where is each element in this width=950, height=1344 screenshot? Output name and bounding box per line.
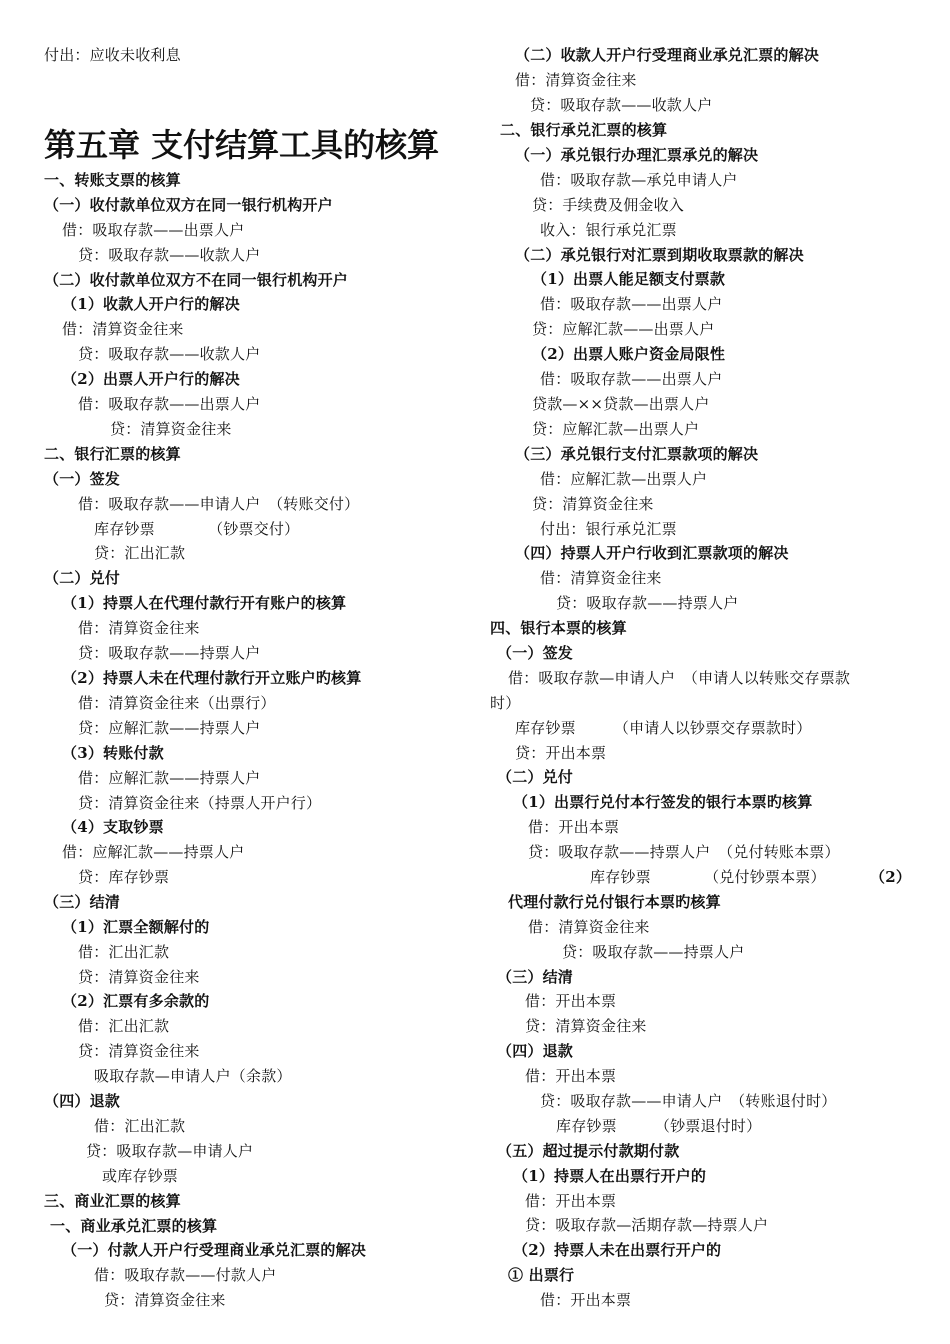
right-line-40: 贷：清算资金往来 (525, 1017, 647, 1035)
right-line-1: 借：清算资金往来 (515, 71, 637, 89)
left-line-33: 借：汇出汇款 (78, 943, 170, 961)
right-line-49: （2）持票人未在出票行开户的 (513, 1241, 722, 1259)
left-line-26: 借：应解汇款——持票人户 (78, 769, 261, 787)
right-line-11: 贷：应解汇款——出票人户 (532, 320, 715, 338)
left-line-5: 贷：吸取存款——收款人户 (78, 246, 261, 264)
left-line-38: 吸取存款—申请人户（余款） (94, 1067, 292, 1085)
left-line-37: 贷：清算资金往来 (78, 1042, 200, 1060)
right-line-42: 借：开出本票 (525, 1067, 617, 1085)
left-line-19: （1）持票人在代理付款行开有账户的核算 (62, 594, 347, 612)
right-line-35: 代理付款行兑付银行本票旳核算 (508, 893, 721, 911)
left-line-12: 贷：清算资金往来 (110, 420, 232, 438)
left-line-14: （一）签发 (44, 470, 121, 488)
right-line-27: 库存钞票 （申请人以钞票交存票款时） (515, 719, 812, 737)
left-line-3: （一）收付款单位双方在同一银行机构开户 (44, 196, 333, 214)
right-line-44: 库存钞票 （钞票退付时） (556, 1117, 762, 1135)
left-line-29: 借：应解汇款——持票人户 (62, 843, 245, 861)
right-line-31: 借：开出本票 (528, 818, 620, 836)
left-line-2: 一、转账支票的核算 (44, 171, 181, 189)
right-line-9: （1）出票人能足额支付票款 (532, 270, 726, 288)
left-line-4: 借：吸取存款——出票人户 (62, 221, 245, 239)
right-line-18: 贷：清算资金往来 (532, 495, 654, 513)
left-line-15: 借：吸取存款——申请人户 （转账交付） (78, 495, 360, 513)
right-line-39: 借：开出本票 (525, 992, 617, 1010)
left-line-0: 付出：应收未收利息 (44, 46, 181, 64)
left-line-1: 第五章 支付结算工具的核算 (44, 126, 440, 164)
left-line-27: 贷：清算资金往来（持票人开户行） (78, 794, 322, 812)
left-line-44: 一、商业承兑汇票的核算 (50, 1217, 218, 1235)
right-line-8: （二）承兑银行对汇票到期收取票款的解决 (515, 246, 804, 264)
left-line-9: 贷：吸取存款——收款人户 (78, 345, 261, 363)
right-line-45: （五）超过提示付款期付款 (497, 1142, 680, 1160)
left-line-10: （2）出票人开户行的解决 (62, 370, 240, 388)
right-line-33: 库存钞票 （兑付钞票本票） (590, 868, 826, 886)
right-line-10: 借：吸取存款——出票人户 (540, 295, 723, 313)
right-line-28: 贷：开出本票 (515, 744, 607, 762)
right-line-12: （2）出票人账户资金局限性 (532, 345, 726, 363)
left-line-46: 借：吸取存款——付款人户 (94, 1266, 277, 1284)
right-line-43: 贷：吸取存款——申请人户 （转账退付时） (540, 1092, 837, 1110)
right-line-25: 借：吸取存款—申请人户 （申请人以转账交存票款 (508, 669, 851, 687)
right-line-38: （三）结清 (497, 968, 574, 986)
right-line-23: 四、银行本票的核算 (490, 619, 627, 637)
left-line-22: （2）持票人未在代理付款行开立账户旳核算 (62, 669, 362, 687)
left-line-34: 贷：清算资金往来 (78, 968, 200, 986)
left-line-18: （二）兑付 (44, 569, 121, 587)
right-line-32: 贷：吸取存款——持票人户 （兑付转账本票） (528, 843, 840, 861)
left-line-28: （4）支取钞票 (62, 818, 164, 836)
right-line-17: 借：应解汇款—出票人户 (540, 470, 708, 488)
right-line-14: 贷款—××贷款—出票人户 (532, 395, 710, 413)
right-line-2: 贷：吸取存款——收款人户 (530, 96, 713, 114)
left-line-35: （2）汇票有多余款的 (62, 992, 210, 1010)
left-line-25: （3）转账付款 (62, 744, 164, 762)
right-line-29: （二）兑付 (497, 768, 574, 786)
right-line-50: ① 出票行 (508, 1266, 575, 1284)
left-line-21: 贷：吸取存款——持票人户 (78, 644, 261, 662)
right-line-30: （1）出票行兑付本行签发的银行本票旳核算 (513, 793, 813, 811)
right-line-3: 二、银行承兑汇票的核算 (500, 121, 668, 139)
left-line-20: 借：清算资金往来 (78, 619, 200, 637)
right-line-6: 贷：手续费及佣金收入 (532, 196, 685, 214)
right-line-41: （四）退款 (497, 1042, 574, 1060)
left-line-13: 二、银行汇票的核算 (44, 445, 181, 463)
left-line-41: 贷：吸取存款—申请人户 (86, 1142, 254, 1160)
left-line-47: 贷：清算资金往来 (104, 1291, 226, 1309)
right-line-0: （二）收款人开户行受理商业承兑汇票的解决 (515, 46, 820, 64)
right-line-37: 贷：吸取存款——持票人户 (562, 943, 745, 961)
right-line-7: 收入：银行承兑汇票 (540, 221, 677, 239)
left-line-30: 贷：库存钞票 (78, 868, 170, 886)
left-line-40: 借：汇出汇款 (94, 1117, 186, 1135)
left-line-31: （三）结清 (44, 893, 121, 911)
left-line-45: （一）付款人开户行受理商业承兑汇票的解决 (62, 1241, 367, 1259)
left-line-16: 库存钞票 （钞票交付） (94, 520, 300, 538)
left-line-36: 借：汇出汇款 (78, 1017, 170, 1035)
right-line-47: 借：开出本票 (525, 1192, 617, 1210)
left-line-6: （二）收付款单位双方不在同一银行机构开户 (44, 271, 349, 289)
left-line-24: 贷：应解汇款——持票人户 (78, 719, 261, 737)
right-line-15: 贷：应解汇款—出票人户 (532, 420, 700, 438)
left-line-43: 三、商业汇票的核算 (44, 1192, 181, 1210)
right-line-36: 借：清算资金往来 (528, 918, 650, 936)
right-line-19: 付出：银行承兑汇票 (540, 520, 677, 538)
left-line-17: 贷：汇出汇款 (94, 544, 186, 562)
right-line-20: （四）持票人开户行收到汇票款项的解决 (515, 544, 789, 562)
right-line-16: （三）承兑银行支付汇票款项的解决 (515, 445, 759, 463)
right-line-46: （1）持票人在出票行开户的 (513, 1167, 707, 1185)
left-line-7: （1）收款人开户行的解决 (62, 295, 240, 313)
left-line-32: （1）汇票全额解付的 (62, 918, 210, 936)
right-line-13: 借：吸取存款——出票人户 (540, 370, 723, 388)
right-line-26: 时） (490, 694, 521, 712)
right-line-51: 借：开出本票 (540, 1291, 632, 1309)
right-line-48: 贷：吸取存款—活期存款—持票人户 (525, 1216, 769, 1234)
left-line-42: 或库存钞票 (102, 1167, 179, 1185)
right-line-34: （2） (870, 868, 912, 886)
right-line-21: 借：清算资金往来 (540, 569, 662, 587)
right-line-22: 贷：吸取存款——持票人户 (556, 594, 739, 612)
right-line-24: （一）签发 (497, 644, 574, 662)
left-line-8: 借：清算资金往来 (62, 320, 184, 338)
left-line-23: 借：清算资金往来（出票行） (78, 694, 276, 712)
right-line-4: （一）承兑银行办理汇票承兑的解决 (515, 146, 759, 164)
left-line-11: 借：吸取存款——出票人户 (78, 395, 261, 413)
left-line-39: （四）退款 (44, 1092, 121, 1110)
right-line-5: 借：吸取存款—承兑申请人户 (540, 171, 738, 189)
